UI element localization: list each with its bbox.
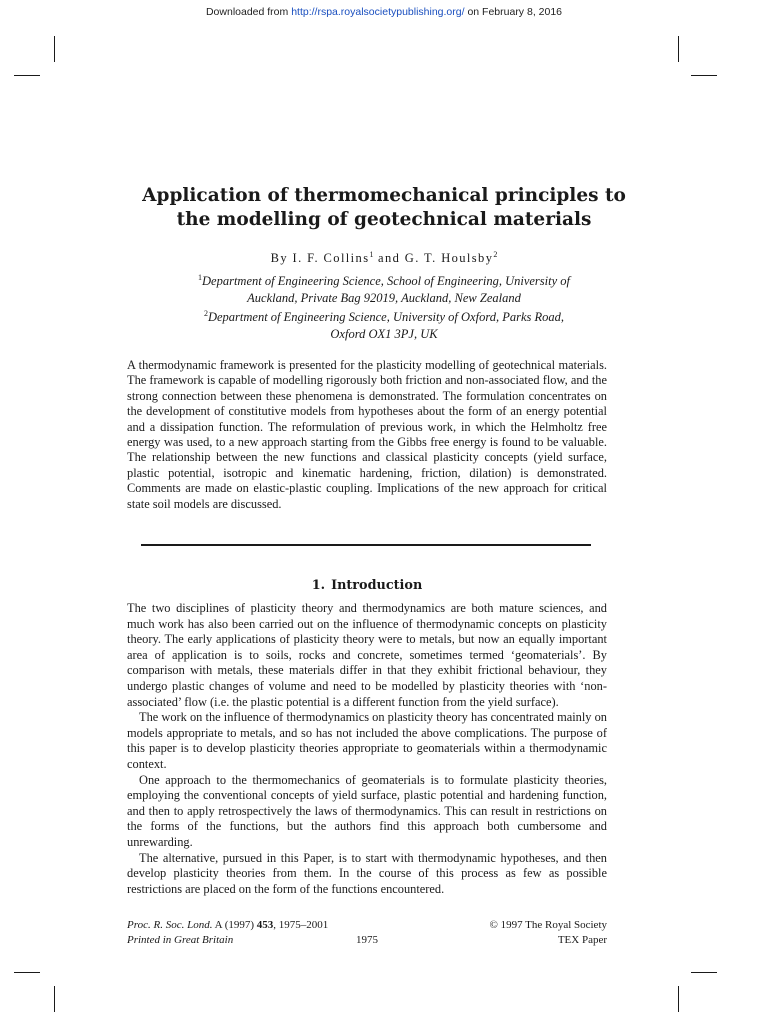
affiliation-mark: 2 [203, 309, 208, 319]
paragraph: The alternative, pursued in this Paper, is to start with thermodynamic hypotheses, and then develop plasticity theories from them. In the course of this process as few as possible restrictions are placed on the form of the functions encountered. [127, 850, 607, 896]
citation [127, 918, 328, 933]
title-line: Application of thermomechanical principles to [142, 185, 626, 206]
download-prefix: Downloaded from [205, 6, 292, 18]
copyright: © 1997 The Royal Society [489, 919, 607, 931]
author-2-affil-mark: 2 [493, 250, 498, 259]
paragraph: The work on the influence of thermodynamics on plasticity theory has concentrated mainly on models appropriate to metals, and so has not included the above complications. The purpose of this paper is to develop plasticity theories appropriate to geomaterials within a thermodynamic context. [127, 710, 607, 771]
affiliation-mark: 1 [198, 273, 203, 282]
crop-mark [54, 36, 55, 62]
section-title: Introduction [331, 578, 423, 593]
section-number: 1. [311, 578, 326, 593]
affiliation-line [100, 290, 668, 307]
crop-mark [678, 986, 679, 1012]
citation-journal: Proc. R. Soc. Lond. [127, 919, 213, 931]
affiliation-line [100, 306, 668, 326]
crop-mark [691, 972, 717, 973]
affiliation-text: Auckland, Private Bag 92019, Auckland, New Zealand [247, 290, 521, 305]
footer-row [127, 933, 607, 948]
crop-mark [14, 972, 40, 973]
author-byline [100, 250, 668, 266]
page-number: 1975 [356, 934, 378, 946]
affiliations [100, 270, 668, 342]
paper-title [100, 184, 668, 232]
affiliation-text: Department of Engineering Science, School of Engineering, University of [202, 274, 570, 289]
citation-volume: 453 [256, 919, 274, 931]
citation-year: (1997) [224, 919, 257, 931]
author-1-affil-mark: 1 [369, 250, 374, 259]
paragraph: One approach to the thermomechanics of geomaterials is to formulate plasticity theories, employing the conventional concepts of yield surface, plastic potential and hardening function, and then to apply retrospectively the laws of thermodynamics. This can result in restrictions on the forms of the functions, but the authors find this approach both cumbersome and unrewarding. [127, 772, 607, 849]
body-text [127, 601, 607, 897]
paragraph: The two disciplines of plasticity theory and thermodynamics are both mature sciences, and much work has also been carried out on the influence of thermodynamic concepts on plasticity theory. The early applications of plasticity theory were to metals, but now an equally important area of application is to soils, rocks and concrete, sometimes termed ‘geomaterials’. By comparison with metals, these materials differ in that they exhibit frictional behaviour, they undergo plastic changes of volume and need to be modelled by plasticity theories with ‘non-associated’ flow (i.e. the plastic potential is a different function from the yield surface). [127, 601, 607, 709]
section-divider [141, 544, 591, 546]
printed-note: Printed in Great Britain [127, 934, 234, 946]
citation-pages: , 1975–2001 [273, 919, 329, 931]
download-suffix: on February 8, 2016 [464, 6, 563, 18]
crop-mark [691, 75, 717, 76]
title-line: the modelling of geotechnical materials [176, 209, 592, 230]
affiliation-text: Oxford OX1 3PJ, UK [330, 326, 438, 341]
affiliation-line [100, 326, 668, 343]
download-url-link[interactable]: http://rspa.royalsocietypublishing.org/ [291, 6, 465, 18]
affiliation-line [100, 270, 668, 290]
page-footer [127, 918, 607, 948]
section-heading [127, 578, 607, 593]
download-notice [0, 6, 768, 18]
crop-mark [14, 75, 40, 76]
author-2: and G. T. Houlsby [373, 251, 494, 266]
footer-row [127, 918, 607, 933]
abstract: A thermodynamic framework is presented for the plasticity modelling of geotechnical materials. The framework is capable of modelling rigorously both friction and non-associated flow, and the strong connection between these phenomena is demonstrated. The formulation concentrates on the development of constitutive models from hypotheses about the form of an energy potential and a dissipation function. The reformulation of previous work, in which the Helmholtz free energy was used, to a new approach starting from the Gibbs free energy is found to be valuable. The relationship between the new functions and classical plasticity concepts (yield surface, plastic potential, isotropic and kinematic hardening, friction, dilation) is demonstrated. Comments are made on elastic-plastic coupling. Implications of the new approach for critical state soil models are discussed. [127, 358, 607, 511]
tex-paper-note: TEX Paper [557, 934, 607, 946]
author-1: By I. F. Collins [270, 251, 370, 266]
affiliation-text: Department of Engineering Science, University of Oxford, Parks Road, [207, 310, 565, 325]
crop-mark [678, 36, 679, 62]
citation-series: A [212, 919, 225, 931]
crop-mark [54, 986, 55, 1012]
